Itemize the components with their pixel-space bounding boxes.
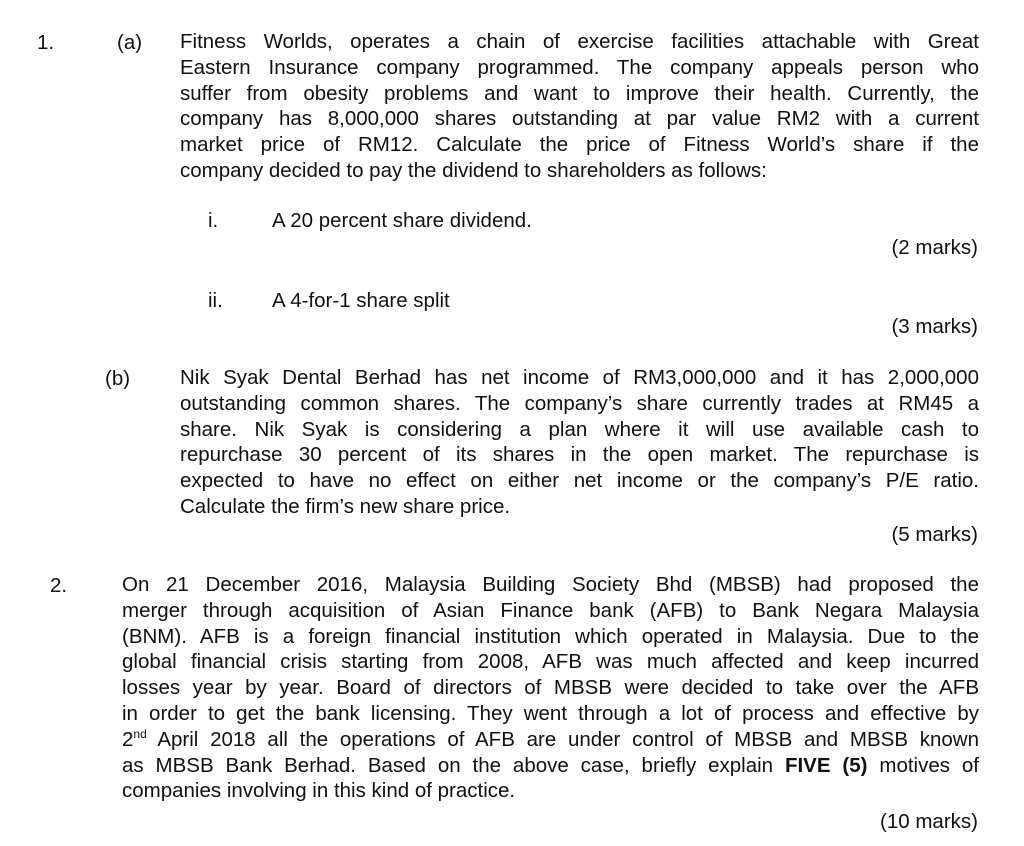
text-line: Nik Syak Dental Berhad has net income of RM3,000,000 and it has 2,000,000 (180, 366, 979, 389)
text-line: Calculate the firm’s new share price. (180, 494, 511, 518)
text-line: Eastern Insurance company programmed. The company appeals person who (180, 55, 979, 79)
text-line: expected to have no effect on either net income or the company’s P/E ratio. (180, 469, 979, 493)
text-segment: On 21 December 2016, Malaysia Building Society Bhd (MBSB) had proposed the (122, 573, 979, 596)
text-segment: losses year by year. Board of directors of MBSB were decided to take over the AFB (122, 676, 979, 700)
question-number: 1. (37, 31, 55, 54)
text-line (122, 572, 979, 598)
text-segment: merger through acquisition of Asian Finance bank (AFB) to Bank Negara Malaysia (122, 598, 979, 622)
text-segment: (BNM). AFB is a foreign financial institution which operated in Malaysia. Due to the (122, 624, 979, 648)
marks: (10 marks) (880, 810, 978, 833)
text-segment: 2 (122, 727, 134, 751)
text-line: repurchase 30 percent of its shares in the open market. The repurchase is (180, 443, 979, 467)
part-b-text (180, 365, 979, 520)
text-line (122, 753, 979, 779)
text-segment: companies involving in this kind of practice. (122, 779, 516, 803)
text-line: company decided to pay the dividend to shareholders as follows: (180, 158, 767, 182)
text-segment: in order to get the bank licensing. They went through a lot of process and effective by (122, 701, 979, 725)
item-text: A 20 percent share dividend. (272, 209, 532, 232)
marks: (2 marks) (891, 236, 978, 259)
text-line (122, 701, 979, 727)
text-line: company has 8,000,000 shares outstanding at par value RM2 with a current (180, 107, 979, 131)
question-number: 2. (50, 574, 68, 597)
text-line: suffer from obesity problems and want to improve their health. Currently, the (180, 81, 979, 105)
text-line (122, 727, 979, 753)
text-line: share. Nik Syak is considering a plan where it will use available cash to (180, 417, 979, 441)
question-2-text (122, 572, 979, 804)
text-line (122, 649, 979, 675)
superscript: nd (133, 726, 147, 741)
part-a-text (180, 29, 979, 184)
text-segment: motives of (867, 753, 979, 777)
text-segment: April 2018 all the operations of AFB are under control of MBSB and MBSB known (146, 727, 979, 751)
text-line (122, 624, 979, 650)
part-a-label: (a) (117, 31, 143, 54)
item-text: A 4-for-1 share split (272, 289, 450, 312)
text-segment: as MBSB Bank Berhad. Based on the above case, briefly explain (122, 753, 785, 777)
text-line (122, 675, 979, 701)
text-line: Fitness Worlds, operates a chain of exercise facilities attachable with Great (180, 30, 979, 53)
text-line: market price of RM12. Calculate the price of Fitness World’s share if the (180, 133, 979, 157)
text-line (122, 778, 979, 804)
text-line (122, 598, 979, 624)
item-label: ii. (208, 289, 223, 312)
marks: (5 marks) (891, 523, 978, 546)
text-line: outstanding common shares. The company’s share currently trades at RM45 a (180, 391, 979, 415)
text-segment: global financial crisis starting from 2008, AFB was much affected and keep incurred (122, 650, 979, 674)
item-label: i. (208, 209, 219, 232)
part-b-label: (b) (105, 367, 131, 390)
marks: (3 marks) (891, 315, 978, 338)
bold-text: FIVE (5) (784, 753, 868, 777)
